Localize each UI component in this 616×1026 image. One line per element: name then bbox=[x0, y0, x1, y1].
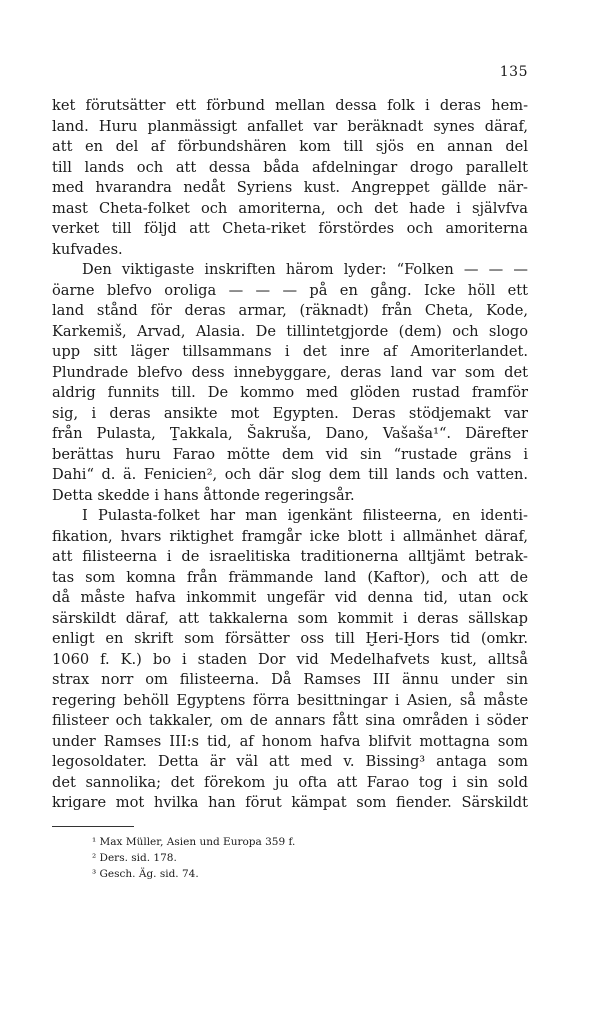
text-line: Den viktigaste inskriften härom lyder: “Folken — — — bbox=[82, 261, 528, 278]
text-line: under Ramses III:s tid, af honom hafva blifvit mottagna som bbox=[52, 732, 528, 750]
text-line: till lands och att dessa båda afdelningar drogo parallelt bbox=[52, 158, 528, 176]
text-line: enligt en skrift som försätter oss till Ḫeri-Ḫors tid (omkr. bbox=[52, 630, 528, 647]
text-line: Dahi“ d. ä. Fenicien², och där slog dem till lands och vatten. bbox=[52, 466, 528, 483]
text-line: Detta skedde i hans åttonde regeringsår. bbox=[52, 486, 355, 504]
text-line: då måste hafva inkommit ungefär vid denna tid, utan ock bbox=[52, 589, 528, 606]
text-line: att en del af förbundshären kom till sjös en annan del bbox=[52, 138, 528, 155]
footnote-1: ¹ Max Müller, Asien und Europa 359 f. bbox=[92, 836, 296, 848]
text-line: legosoldater. Detta är väl att med v. Bissing³ antaga som bbox=[52, 753, 528, 770]
text-line: 1060 f. K.) bo i staden Dor vid Medelhafvets kust, alltså bbox=[52, 650, 528, 668]
text-line: berättas huru Farao mötte dem vid sin “rustade gräns i bbox=[52, 445, 528, 463]
text-line: mast Cheta-folket och amoriterna, och det hade i självfva bbox=[52, 199, 528, 217]
text-line: I Pulasta-folket har man igenkänt filisteerna, en identi- bbox=[82, 507, 528, 524]
text-line: regering behöll Egyptens förra besittningar i Asien, så måste bbox=[52, 691, 528, 709]
paragraph-2 bbox=[52, 260, 528, 506]
text-line: särskildt däraf, att takkalerna som kommit i deras sällskap bbox=[52, 609, 528, 627]
page-number: 135 bbox=[499, 64, 528, 80]
text-line: verket till följd att Cheta-riket förstördes och amoriterna bbox=[52, 220, 528, 237]
text-line: strax norr om filisteerna. Då Ramses III ännu under sin bbox=[52, 671, 528, 688]
text-line: tas som komna från främmande land (Kaftor), och att de bbox=[52, 568, 528, 586]
paragraph-3 bbox=[52, 506, 528, 814]
text-line: kufvades. bbox=[52, 240, 123, 258]
text-line: land. Huru planmässigt anfallet var beräknadt synes däraf, bbox=[52, 117, 528, 135]
text-line: Karkemiš, Arvad, Alasia. De tillintetgjorde (dem) och slogo bbox=[52, 322, 528, 340]
paragraph-1 bbox=[52, 96, 528, 260]
text-line: från Pulasta, Ṯakkala, Šakruša, Dano, Vašaša¹“. Därefter bbox=[52, 425, 528, 442]
footnotes bbox=[92, 834, 492, 882]
text-line: fikation, hvars riktighet framgår icke blott i allmänhet däraf, bbox=[52, 527, 528, 545]
text-line: aldrig funnits till. De kommo med glöden rustad framför bbox=[52, 384, 528, 401]
text-line: med hvarandra nedåt Syriens kust. Angreppet gällde när- bbox=[52, 179, 528, 196]
text-line: filisteer och takkaler, om de annars fått sina områden i söder bbox=[52, 712, 528, 729]
footnote-2: ² Ders. sid. 178. bbox=[92, 852, 177, 864]
text-line: land stånd för deras armar, (räknadt) från Cheta, Kode, bbox=[52, 302, 528, 319]
text-line: krigare mot hvilka han förut kämpat som fiender. Särskildt bbox=[52, 794, 528, 811]
body-text bbox=[52, 96, 528, 814]
text-line: det sannolika; det förekom ju ofta att Farao tog i sin sold bbox=[52, 773, 528, 791]
footnote-divider bbox=[52, 826, 134, 827]
text-line: öarne blefvo oroliga — — — på en gång. Icke höll ett bbox=[52, 281, 528, 299]
text-line: upp sitt läger tillsammans i det inre af Amoriterlandet. bbox=[52, 343, 528, 360]
text-line: Plundrade blefvo dess innebyggare, deras land var som det bbox=[52, 363, 528, 381]
footnote-3: ³ Gesch. Äg. sid. 74. bbox=[92, 868, 199, 880]
text-line: ket förutsätter ett förbund mellan dessa folk i deras hem- bbox=[52, 97, 528, 114]
text-line: sig, i deras ansikte mot Egypten. Deras stödjemakt var bbox=[52, 404, 528, 422]
text-line: att filisteerna i de israelitiska traditionerna alltjämt betrak- bbox=[52, 548, 528, 565]
